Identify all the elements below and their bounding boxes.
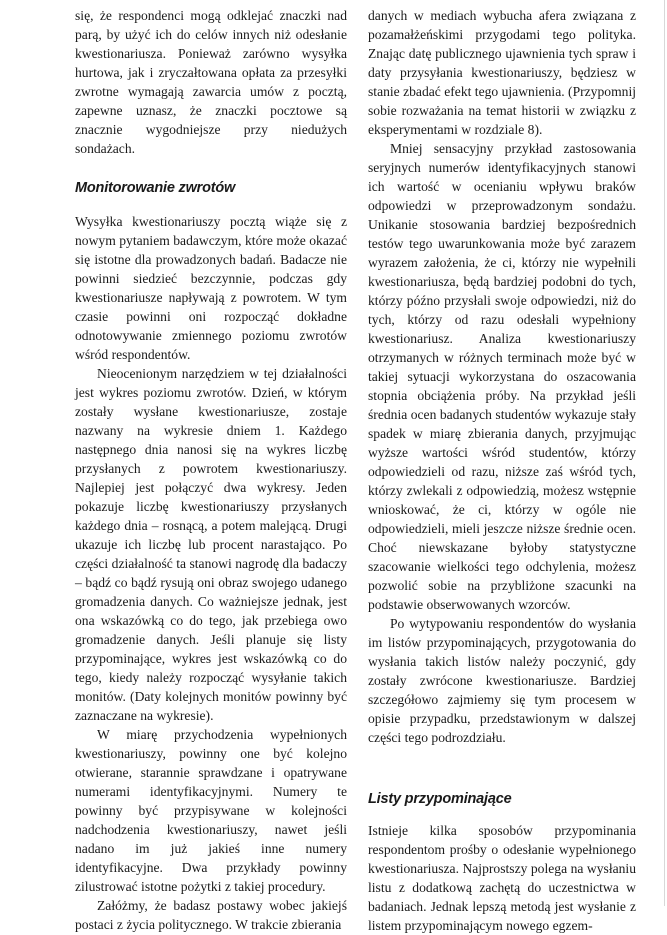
right-intro-paragraph: danych w mediach wybucha afera związana z pozamałżeńskimi przygodami tego polityka. Znając datę publicznego ujawnienia tych spraw i daty przysyłania kwestionariuszy, będziesz w stanie zbadać efekt tego ujawnienia. (Przypomnij sobie rozważania na temat historii w związku z eksperymentami w rozdziale 8). xyxy=(368,8,636,137)
right-closing-paragraph: Istnieje kilka sposobów przypominania respondentom prośby o odesłanie wypełnionego kwestionariusza. Najprostszy polega na wysłaniu listu z dodatkową zachętą do uczestnictwa w badaniach. Jednak lepszą metodą jest wysłanie z listem przypominającym nowego egzem- xyxy=(368,823,636,933)
left-intro-paragraph: się, że respondenci mogą odklejać znaczki nad parą, by użyć ich do celów innych niż odesłanie kwestionariusza. Ponieważ zarówno wysyłka hurtowa, jak i zryczałtowana opłata za przesyłki zwrotne wymagają zawarcia umów z pocztą, zapewne uznasz, że znaczki pocztowe są znacznie wygodniejsze przy niedużych sondażach. xyxy=(75,8,347,156)
left-column xyxy=(75,6,347,934)
section-heading-reminders: Listy przypominające xyxy=(368,791,512,807)
left-paragraph: Nieocenionym narzędziem w tej działalności jest wykres poziomu zwrotów. Dzień, w którym zostały wysłane kwestionariusze, zostaje nazwany na wykresie dniem 1. Każdego następnego dnia nanosi się na wykres liczbę przysłanych z powrotem kwestionariuszy. Najlepiej jest połączyć dwa wykresy. Jeden pokazuje liczbę kwestionariuszy przysłanych każdego dnia – rosnącą, a potem malejącą. Drugi ukazuje ich liczbę lub procent narastająco. Po części działalność ta stanowi nagrodę dla badaczy – bądź co bądź rysują oni obraz swojego udanego gromadzenia danych. Co ważniejsze jednak, jest ona wskazówką co do tego, jak przebiega owo gromadzenie danych. Jeśli planuje się listy przypominające, wykres jest wskazówką co do tego, kiedy należy rozpocząć wysyłanie takich monitów. (Daty kolejnych monitów powinny być zaznaczane na wykresie). xyxy=(75,366,347,723)
right-column xyxy=(368,6,636,935)
right-paragraph: Po wytypowaniu respondentów do wysłania im listów przypominających, przygotowania do wysłania takich listów należy poczynić, gdy zostały zwrócone kwestionariusze. Bardziej szczegółowo zajmiemy się tym procesem w opisie przypadku, przedstawionym w dalszej części tego podrozdziału. xyxy=(368,616,636,745)
left-paragraph: Wysyłka kwestionariuszy pocztą wiąże się z nowym pytaniem badawczym, które może okazać się istotne dla prowadzonych badań. Badacze nie powinni siedzieć bezczynnie, podczas gdy kwestionariusze napływają z powrotem. W tym czasie powinni oni rozpocząć dokładne odnotowywanie zmiennego poziomu zwrotów wśród respondentów. xyxy=(75,214,347,362)
right-paragraph: Mniej sensacyjny przykład zastosowania seryjnych numerów identyfikacyjnych stanowi ich wartość w ocenianiu wpływu braków odpowiedzi w przeprowadzonym sondażu. Unikanie stosowania bardziej bezpośrednich testów tego uwarunkowania może być zarazem wyrazem założenia, że ci, którzy nie wypełnili kwestionariusza, będą bardziej podobni do tych, którzy późno przysłali swoje odpowiedzi, niż do tych, którzy od razu odesłali wypełniony kwestionariusz. Analiza kwestionariuszy otrzymanych w różnych terminach może być w takiej sytuacji wykorzystana do oszacowania stopnia obciążenia próby. Na przykład jeśli średnia ocen badanych studentów wykazuje stały spadek w miarę zbierania danych, przyjmując wyższe wartości wśród studentów, którzy odpowiedzieli od razu, niższe zaś wśród tych, którzy zwlekali z odpowiedzią, możesz wstępnie wnioskować, że ci, którzy w ogóle nie odpowiedzieli, mieli jeszcze niższe średnie ocen. Choć niewskazane byłoby statystyczne szacowanie wielkości tego odchylenia, możesz pozwolić sobie na przybliżone szacunki na podstawie obserwowanych wzorców. xyxy=(368,141,636,612)
section-heading-monitoring: Monitorowanie zwrotów xyxy=(75,180,236,196)
left-paragraph: Załóżmy, że badasz postawy wobec jakiejś postaci z życia politycznego. W trakcie zbierania xyxy=(75,898,347,932)
left-paragraph: W miarę przychodzenia wypełnionych kwestionariuszy, powinny one być kolejno otwierane, starannie sprawdzane i opatrywane numerami identyfikacyjnymi. Numery te powinny być przypisywane w kolejności nadchodzenia kwestionariuszy, nawet jeśli nadano im już jakieś inne numery identyfikacyjne. Dwa przykłady powinny zilustrować istotne pożytki z takiej procedury. xyxy=(75,727,347,894)
page-edge-divider xyxy=(664,0,665,906)
